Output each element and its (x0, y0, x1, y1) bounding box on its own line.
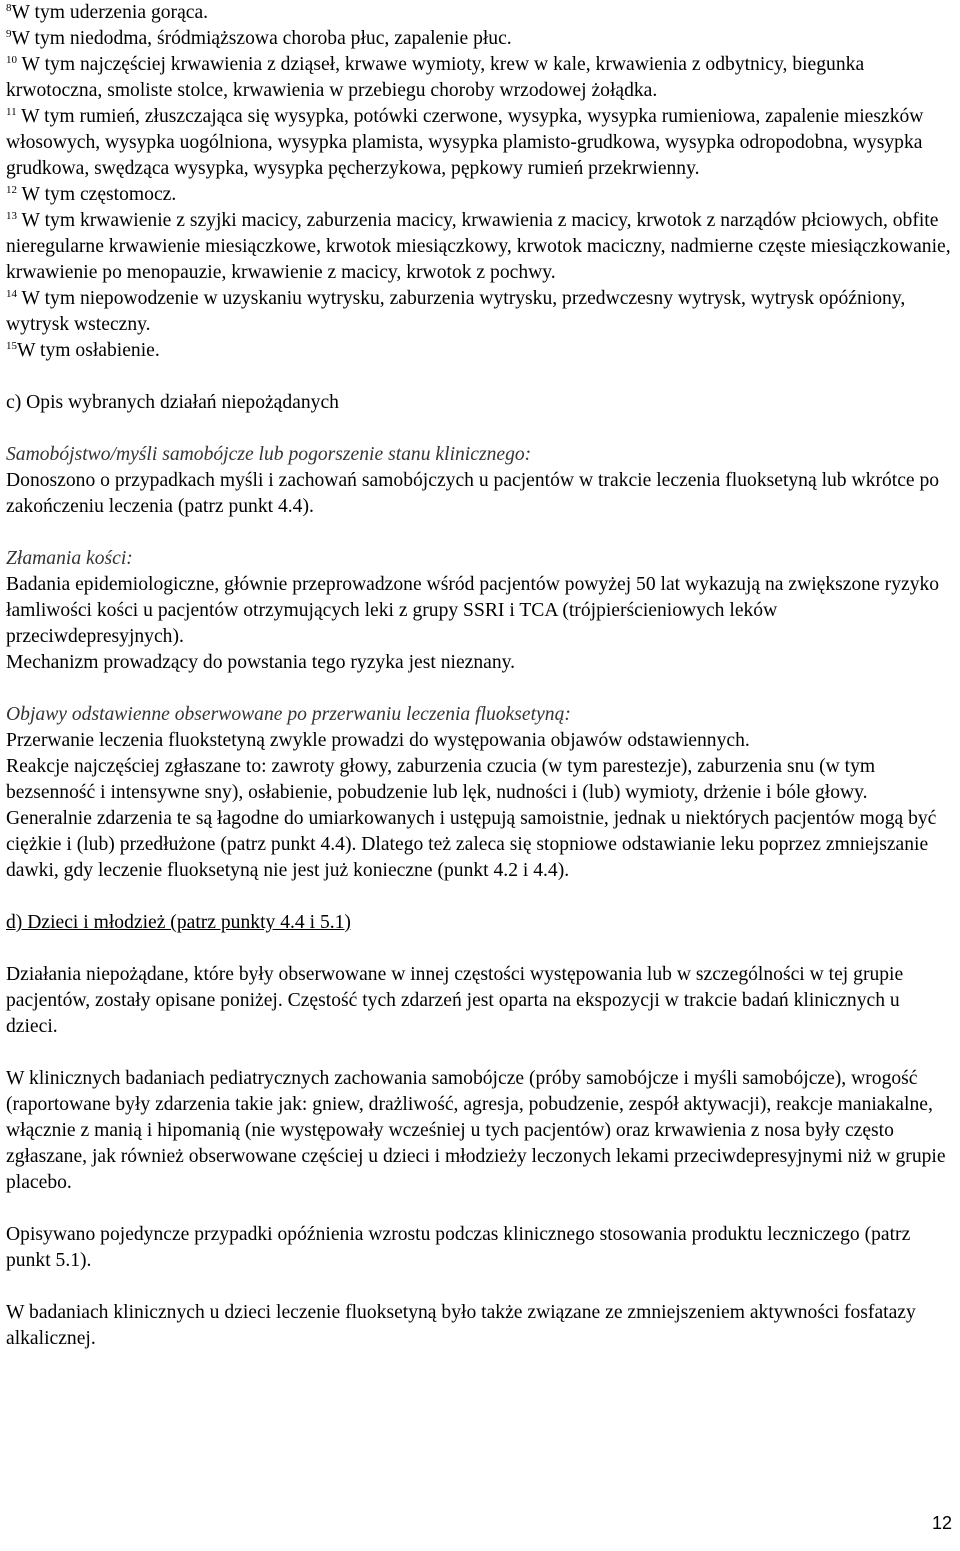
spacer (6, 1274, 952, 1300)
footnote-9 (6, 26, 952, 52)
spacer (6, 884, 952, 910)
fractures-mechanism-text: Mechanizm prowadzący do powstania tego ryzyka jest nieznany. (6, 652, 516, 673)
footnote-text: W tym krwawienie z szyjki macicy, zaburzenia macicy, krwawienia z macicy, krwotok z narządów płciowych, obfite nieregularne krwawienie miesiączkowe, krwotok miesiączkowy, krwotok maciczny, nadmierne częste miesiączkowanie, krwawienie po menopauzie, krwawienie z macicy, krwotok z pochwy. (6, 210, 951, 283)
withdrawal-reactions-text: Reakcje najczęściej zgłaszane to: zawroty głowy, zaburzenia czucia (w tym parestezje), zaburzenia snu (w tym bezsenność i intensywne sny), osłabienie, pobudzenie lub lęk, nudności i (lub) wymioty, drżenie i bóle głowy. Generalnie zdarzenia te są łagodne do umiarkowanych i ustępują samoistnie, jednak u niektórych pacjentów mogą być ciężkie i (lub) przedłużone (patrz punkt 4.4). Dlatego też zaleca się stopniowe odstawianie leku poprzez zmniejszanie dawki, gdy leczenie fluoksetyną nie jest już konieczne (punkt 4.2 i 4.4). (6, 756, 937, 881)
footnote-text: W tym osłabienie. (17, 340, 160, 361)
footnote-13 (6, 208, 952, 286)
section-d-title: d) Dzieci i młodzież (patrz punkty 4.4 i 5.1) (6, 912, 351, 933)
footnote-number: 11 (6, 106, 17, 118)
footnote-10 (6, 52, 952, 104)
section-c-title: c) Opis wybranych działań niepożądanych (6, 392, 339, 413)
footnote-11 (6, 104, 952, 182)
spacer (6, 936, 952, 962)
withdrawal-heading: Objawy odstawienne obserwowane po przerwaniu leczenia fluoksetyną: (6, 704, 571, 725)
spacer (6, 416, 952, 442)
footnote-number: 14 (6, 288, 17, 300)
footnote-text: W tym uderzenia gorąca. (11, 2, 209, 23)
footnote-14 (6, 286, 952, 338)
suicide-text: Donoszono o przypadkach myśli i zachowań samobójczych u pacjentów w trakcie leczenia fluoksetyną lub wkrótce po zakończeniu leczenia (patrz punkt 4.4). (6, 470, 940, 517)
section-d-paragraph: W klinicznych badaniach pediatrycznych zachowania samobójcze (próby samobójcze i myśli samobójcze), wrogość (raportowane były zdarzenia takie jak: gniew, drażliwość, agresja, pobudzenie, zespół aktywacji), reakcje maniakalne, włącznie z manią i hipomanią (nie występowały wcześniej u tych pacjentów) oraz krwawienia z nosa były często zgłaszane, jak również obserwowane częściej u dzieci i młodzieży leczonych lekami przeciwdepresyjnymi niż w grupie placebo. (6, 1068, 946, 1193)
footnote-text: W tym niedodma, śródmiąższowa choroba płuc, zapalenie płuc. (11, 28, 512, 49)
footnote-text: W tym najczęściej krwawienia z dziąseł, krwawe wymioty, krew w kale, krwawienia z odbytnicy, biegunka krwotoczna, smoliste stolce, krwawienia w przebiegu choroby wrzodowej żołądka. (6, 54, 865, 101)
footnote-12 (6, 182, 952, 208)
spacer (6, 520, 952, 546)
section-d-paragraph: Opisywano pojedyncze przypadki opóźnienia wzrostu podczas klinicznego stosowania produktu leczniczego (patrz punkt 5.1). (6, 1224, 911, 1271)
footnote-number: 9 (6, 28, 12, 40)
section-d-paragraph: W badaniach klinicznych u dzieci leczenie fluoksetyną było także związane ze zmniejszeniem aktywności fosfatazy alkalicznej. (6, 1302, 916, 1349)
withdrawal-text: Przerwanie leczenia fluokstetyną zwykle prowadzi do występowania objawów odstawiennych. (6, 730, 750, 751)
footnote-number: 12 (6, 184, 17, 196)
footnote-number: 13 (6, 210, 17, 222)
footnote-text: W tym niepowodzenie w uzyskaniu wytrysku, zaburzenia wytrysku, przedwczesny wytrysk, wytrysk opóźniony, wytrysk wsteczny. (6, 288, 906, 335)
footnote-number: 15 (6, 340, 17, 352)
spacer (6, 1040, 952, 1066)
section-d-paragraph: Działania niepożądane, które były obserwowane w innej częstości występowania lub w szczególności w tej grupie pacjentów, zostały opisane poniżej. Częstość tych zdarzeń jest oparta na ekspozycji w trakcie badań klinicznych u dzieci. (6, 964, 904, 1037)
footnote-number: 10 (6, 54, 17, 66)
footnote-8 (6, 0, 952, 26)
footnote-text: W tym częstomocz. (21, 184, 177, 205)
page-number: 12 (931, 1513, 952, 1533)
fractures-heading: Złamania kości: (6, 548, 133, 569)
footnote-number: 8 (6, 2, 12, 14)
spacer (6, 364, 952, 390)
suicide-heading: Samobójstwo/myśli samobójcze lub pogorszenie stanu klinicznego: (6, 444, 532, 465)
spacer (6, 1196, 952, 1222)
document-page (6, 0, 952, 1352)
spacer (6, 676, 952, 702)
footnote-text: W tym rumień, złuszczająca się wysypka, potówki czerwone, wysypka, wysypka rumieniowa, zapalenie mieszków włosowych, wysypka uogólniona, wysypka plamista, wysypka plamisto-grudkowa, wysypka odropodobna, wysypka grudkowa, swędząca wysypka, wysypka pęcherzykowa, pępkowy rumień przekrwienny. (6, 106, 924, 179)
footnote-15 (6, 338, 952, 364)
fractures-text: Badania epidemiologiczne, głównie przeprowadzone wśród pacjentów powyżej 50 lat wykazują na zwiększone ryzyko łamliwości kości u pacjentów otrzymujących leki z grupy SSRI i TCA (trójpierścieniowych leków przeciwdepresyjnych). (6, 574, 940, 647)
